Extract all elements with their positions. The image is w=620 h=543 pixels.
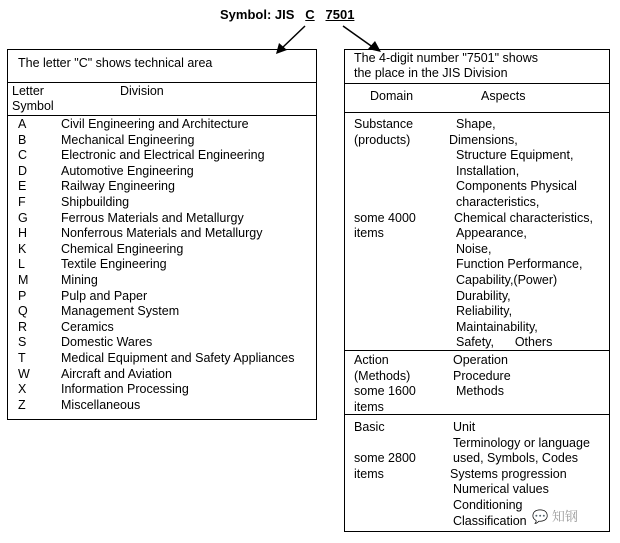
domain-text: some 4000 bbox=[354, 210, 416, 225]
left-box-divider-2 bbox=[7, 115, 317, 116]
letter-symbol: A bbox=[18, 117, 27, 131]
letter-symbol: X bbox=[18, 382, 27, 397]
aspect-text: Structure Equipment, bbox=[456, 148, 574, 163]
right-box-divider-2 bbox=[344, 112, 610, 113]
aspect-text: Appearance, bbox=[456, 226, 527, 241]
letter-symbol: M bbox=[18, 273, 29, 287]
division-name: Nonferrous Materials and Metallurgy bbox=[61, 226, 263, 241]
aspect-text: Systems progression bbox=[450, 466, 567, 481]
division-name: Automotive Engineering bbox=[61, 163, 194, 178]
aspect-text: Function Performance, bbox=[456, 257, 583, 272]
aspect-text: Unit bbox=[453, 420, 476, 434]
letter-symbol-header-line1: Letter bbox=[12, 84, 44, 98]
division-name: Civil Engineering and Architecture bbox=[61, 117, 249, 131]
aspect-text: Numerical values bbox=[453, 482, 549, 497]
aspect-text: Dimensions, bbox=[449, 132, 518, 147]
letter-symbol: E bbox=[18, 179, 27, 194]
division-name: Pulp and Paper bbox=[61, 288, 148, 303]
watermark-text: 知钢 bbox=[551, 509, 578, 524]
left-box-divider-1 bbox=[7, 82, 317, 83]
letter-symbol: L bbox=[18, 257, 25, 272]
division-name: Domestic Wares bbox=[61, 335, 153, 350]
division-name: Management System bbox=[61, 304, 180, 319]
aspect-text: Reliability, bbox=[456, 304, 513, 319]
division-name: Mining bbox=[61, 273, 98, 287]
wechat-icon: 💬 bbox=[532, 509, 549, 524]
letter-symbol: H bbox=[18, 226, 28, 241]
division-name: Aircraft and Aviation bbox=[61, 366, 172, 381]
right-box-divider-4 bbox=[344, 414, 610, 415]
division-name: Medical Equipment and Safety Appliances bbox=[61, 351, 295, 365]
domain-text: items bbox=[354, 399, 384, 414]
letter-symbol: R bbox=[18, 319, 28, 334]
letter-symbol: W bbox=[18, 366, 30, 381]
domain-text: some 1600 bbox=[354, 384, 416, 399]
division-name: Mechanical Engineering bbox=[61, 132, 195, 147]
aspect-text: Operation bbox=[453, 353, 508, 367]
aspect-text: Chemical characteristics, bbox=[454, 210, 593, 225]
right-box-divider-1 bbox=[344, 83, 610, 84]
division-name: Electronic and Electrical Engineering bbox=[61, 148, 265, 163]
arrow-to-left-box bbox=[281, 26, 305, 49]
letter-symbol: C bbox=[18, 148, 28, 163]
domain-text: (Methods) bbox=[354, 368, 411, 383]
aspect-text: characteristics, bbox=[456, 195, 540, 209]
division-name: Railway Engineering bbox=[61, 179, 175, 194]
division-name: Information Processing bbox=[61, 382, 189, 397]
aspect-text: Noise, bbox=[456, 241, 492, 256]
letter-symbol: G bbox=[18, 210, 28, 225]
division-name: Textile Engineering bbox=[61, 257, 167, 272]
aspect-text: Safety, Others bbox=[456, 335, 553, 350]
aspect-text: used, Symbols, Codes bbox=[453, 451, 579, 466]
aspect-text: Durability, bbox=[456, 288, 511, 303]
division-header: Division bbox=[120, 84, 164, 98]
division-name: Ferrous Materials and Metallurgy bbox=[61, 210, 244, 225]
letter-symbol-header-line2: Symbol bbox=[12, 99, 54, 113]
letter-symbol: K bbox=[18, 241, 27, 256]
aspect-text: Conditioning bbox=[453, 498, 523, 512]
letter-symbol: D bbox=[18, 163, 28, 178]
letter-symbol: S bbox=[18, 335, 27, 350]
aspect-text: Methods bbox=[456, 384, 504, 399]
division-name: Shipbuilding bbox=[61, 195, 130, 209]
letter-symbol: T bbox=[18, 351, 26, 365]
division-name: Chemical Engineering bbox=[61, 241, 184, 256]
right-box-heading-line2: the place in the JIS Division bbox=[354, 66, 508, 80]
aspect-text: Capability,(Power) bbox=[456, 273, 558, 287]
letter-symbol: Q bbox=[18, 304, 28, 319]
letter-symbol: F bbox=[18, 195, 26, 209]
symbol-letter: C bbox=[305, 7, 315, 22]
letter-symbol: P bbox=[18, 288, 27, 303]
division-name: Miscellaneous bbox=[61, 397, 141, 412]
aspects-header: Aspects bbox=[481, 89, 526, 103]
watermark bbox=[532, 506, 578, 525]
aspect-text: Classification bbox=[453, 513, 527, 528]
symbol-number: 7501 bbox=[325, 7, 355, 22]
left-box-heading: The letter "C" shows technical area bbox=[18, 56, 213, 70]
aspect-text: Maintainability, bbox=[456, 319, 538, 334]
domain-text: Basic bbox=[354, 420, 385, 434]
domain-header: Domain bbox=[370, 89, 414, 103]
aspect-text: Components Physical bbox=[456, 179, 577, 194]
arrow-to-right-box bbox=[343, 26, 374, 48]
domain-text: items bbox=[354, 466, 384, 481]
domain-text: Substance bbox=[354, 117, 414, 131]
division-name: Ceramics bbox=[61, 319, 114, 334]
aspect-text: Terminology or language bbox=[453, 435, 590, 450]
aspect-text: Installation, bbox=[456, 163, 520, 178]
right-box-heading-line1: The 4-digit number "7501" shows bbox=[354, 51, 538, 65]
symbol-prefix: Symbol: JIS bbox=[220, 7, 295, 22]
domain-text: Action bbox=[354, 353, 389, 367]
domain-text: items bbox=[354, 226, 384, 241]
letter-symbol: B bbox=[18, 132, 27, 147]
letter-symbol: Z bbox=[18, 397, 26, 412]
domain-text: some 2800 bbox=[354, 451, 416, 466]
aspect-text: Shape, bbox=[456, 117, 496, 131]
domain-text: (products) bbox=[354, 132, 411, 147]
aspect-text: Procedure bbox=[453, 368, 511, 383]
